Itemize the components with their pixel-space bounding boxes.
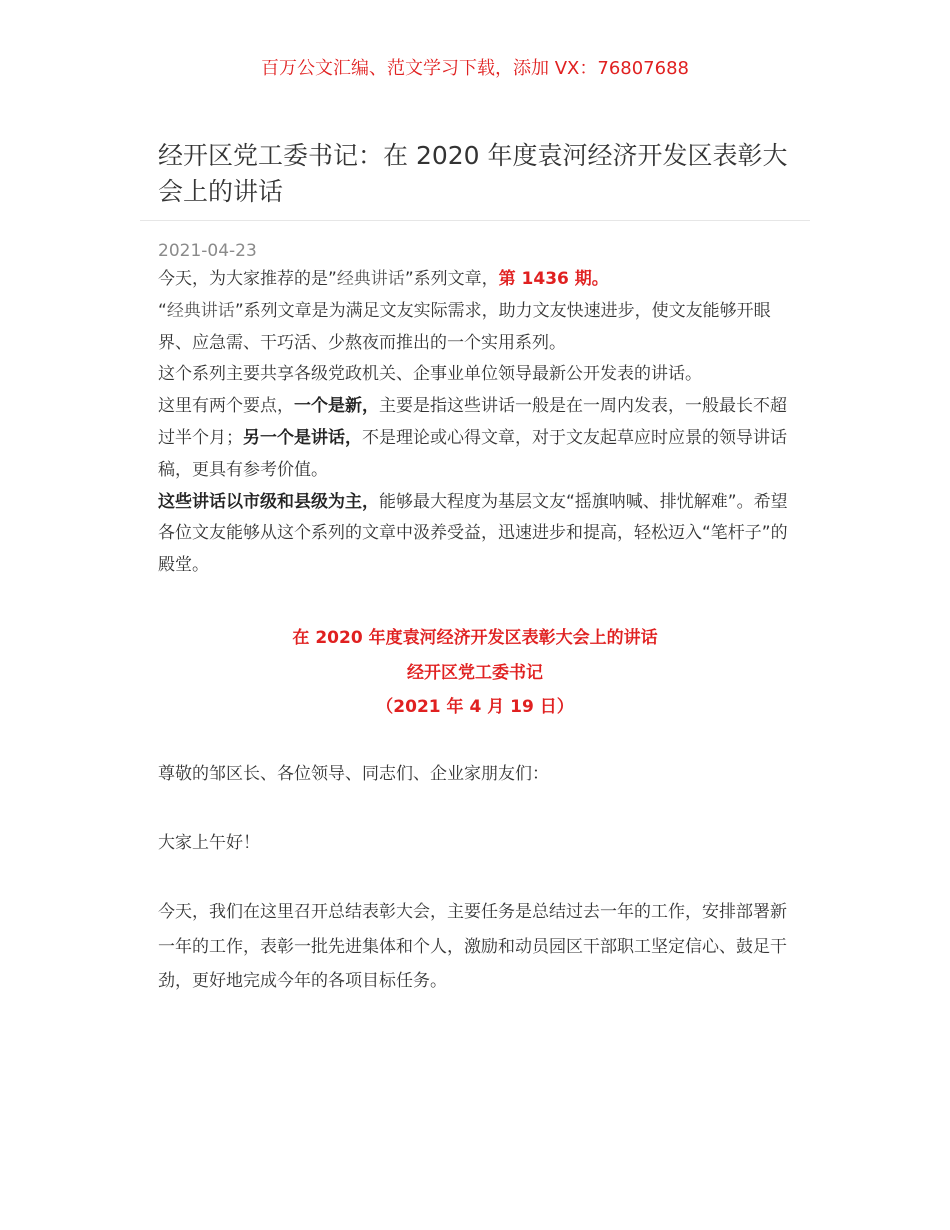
speech-paragraph-1: 今天，我们在这里召开总结表彰大会，主要任务是总结过去一年的工作，安排部署新一年的工作，表彰一批先进集体和个人，激励和动员园区干部职工坚定信心、鼓足干劲，更好地完成今年的各项目标任务。: [158, 902, 787, 991]
intro-text: “: [158, 300, 167, 321]
title-divider: [140, 220, 810, 221]
speech-greeting: 大家上午好！: [158, 833, 260, 853]
intro-text: ”系列文章，: [404, 269, 499, 289]
speech-date: （2021 年 4 月 19 日）: [376, 697, 574, 717]
header-banner: 百万公文汇编、范文学习下载，添加 VX：76807688: [261, 58, 689, 79]
speech-heading: [0, 621, 950, 725]
intro-paragraph-3: 这个系列主要共享各级党政机关、企事业单位领导最新公开发表的讲话。: [158, 364, 702, 385]
intro-text: ”系列文章是为满足文友实际需求，助力文友快速进步，使文友能够开眼界、应急需、干巧活、少熬夜而推出的一个实用系列。: [158, 300, 771, 353]
intro-section: [158, 264, 794, 582]
intro-text: 不是理论或心得文章，对于文友起草应时应景的领导讲话稿，更具有参考价值。: [158, 427, 787, 480]
speech-salutation: 尊敬的邹区长、各位领导、同志们、企业家朋友们：: [158, 764, 549, 784]
key-point-1: 一个是新，: [294, 396, 379, 417]
intro-paragraph-5: [158, 487, 794, 582]
intro-text: 今天，为大家推荐的是”: [158, 269, 337, 289]
key-point-3: 这些讲话以市级和县级为主，: [158, 491, 379, 512]
key-point-2: 另一个是讲话，: [243, 427, 362, 448]
intro-paragraph-2: [158, 296, 794, 360]
publish-date: 2021-04-23: [158, 241, 257, 261]
intro-text: 这里有两个要点，: [158, 396, 294, 417]
speech-speaker: 经开区党工委书记: [407, 662, 543, 683]
series-name: 经典讲话: [336, 269, 405, 289]
intro-text: 主要是指这些讲话一般是在一周内发表，一般最长不超过半个月；: [158, 396, 787, 448]
intro-paragraph-1: [158, 264, 794, 296]
series-name: 经典讲话: [166, 300, 235, 321]
intro-paragraph-4: [158, 391, 794, 486]
intro-text: 能够最大程度为基层文友“摇旗呐喊、排忧解难”。希望各位文友能够从这个系列的文章中汲养受益，迅速进步和提高，轻松迈入“笔杆子”的殿堂。: [158, 491, 788, 576]
issue-number: 第 1436 期。: [498, 269, 609, 289]
speech-title: 在 2020 年度袁河经济开发区表彰大会上的讲话: [292, 628, 658, 648]
article-title: 经开区党工委书记：在 2020 年度袁河经济开发区表彰大会上的讲话: [158, 141, 788, 206]
